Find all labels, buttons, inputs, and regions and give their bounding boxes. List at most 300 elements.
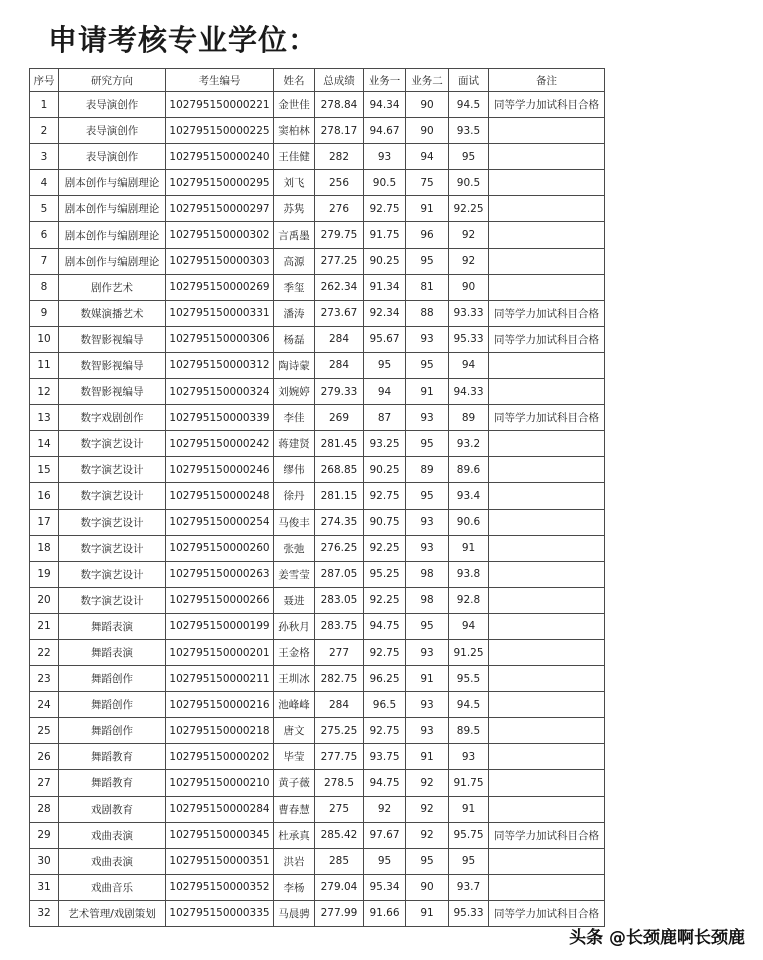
cell-remarks	[489, 483, 605, 509]
cell-remarks	[489, 666, 605, 692]
cell-remarks	[489, 587, 605, 613]
cell-index: 14	[30, 431, 59, 457]
cell-direction: 剧本创作与编剧理论	[59, 222, 166, 248]
cell-name: 窦柏林	[274, 118, 315, 144]
cell-direction: 数智影视编导	[59, 379, 166, 405]
cell-subject1: 95.67	[364, 326, 406, 352]
cell-total: 283.05	[315, 587, 364, 613]
cell-name: 李杨	[274, 874, 315, 900]
cell-subject1: 96.25	[364, 666, 406, 692]
cell-total: 278.5	[315, 770, 364, 796]
cell-subject2: 93	[406, 405, 449, 431]
cell-subject2: 91	[406, 196, 449, 222]
cell-exam-id: 102795150000254	[166, 509, 274, 535]
cell-subject1: 90.5	[364, 170, 406, 196]
cell-remarks	[489, 352, 605, 378]
cell-index: 16	[30, 483, 59, 509]
cell-total: 275.25	[315, 718, 364, 744]
cell-name: 缪伟	[274, 457, 315, 483]
cell-interview: 93	[449, 744, 489, 770]
cell-direction: 数智影视编导	[59, 326, 166, 352]
cell-interview: 91	[449, 796, 489, 822]
table-row	[30, 535, 605, 561]
cell-name: 陶诗蒙	[274, 352, 315, 378]
cell-total: 279.04	[315, 874, 364, 900]
cell-direction: 舞蹈教育	[59, 770, 166, 796]
cell-direction: 戏曲表演	[59, 848, 166, 874]
cell-interview: 91	[449, 535, 489, 561]
cell-name: 马俊丰	[274, 509, 315, 535]
table-row	[30, 274, 605, 300]
cell-remarks	[489, 613, 605, 639]
cell-subject1: 94.34	[364, 92, 406, 118]
cell-total: 287.05	[315, 561, 364, 587]
cell-interview: 94	[449, 352, 489, 378]
table-row	[30, 639, 605, 665]
cell-name: 张弛	[274, 535, 315, 561]
cell-index: 4	[30, 170, 59, 196]
cell-remarks: 同等学力加试科目合格	[489, 900, 605, 926]
cell-subject2: 95	[406, 352, 449, 378]
cell-subject2: 93	[406, 535, 449, 561]
cell-interview: 90.5	[449, 170, 489, 196]
cell-interview: 93.2	[449, 431, 489, 457]
cell-subject1: 92.75	[364, 196, 406, 222]
cell-exam-id: 102795150000246	[166, 457, 274, 483]
cell-exam-id: 102795150000297	[166, 196, 274, 222]
cell-subject2: 75	[406, 170, 449, 196]
cell-name: 池峰峰	[274, 692, 315, 718]
cell-index: 11	[30, 352, 59, 378]
cell-subject1: 97.67	[364, 822, 406, 848]
cell-interview: 95	[449, 144, 489, 170]
cell-subject1: 94	[364, 379, 406, 405]
cell-subject2: 90	[406, 92, 449, 118]
cell-index: 22	[30, 639, 59, 665]
cell-subject2: 95	[406, 431, 449, 457]
cell-direction: 数字演艺设计	[59, 457, 166, 483]
cell-exam-id: 102795150000260	[166, 535, 274, 561]
table-row	[30, 509, 605, 535]
cell-total: 285.42	[315, 822, 364, 848]
cell-subject2: 95	[406, 248, 449, 274]
cell-index: 5	[30, 196, 59, 222]
cell-name: 聂进	[274, 587, 315, 613]
cell-index: 24	[30, 692, 59, 718]
cell-interview: 94.5	[449, 692, 489, 718]
cell-total: 283.75	[315, 613, 364, 639]
cell-name: 洪岩	[274, 848, 315, 874]
cell-exam-id: 102795150000266	[166, 587, 274, 613]
cell-remarks	[489, 718, 605, 744]
table-row	[30, 300, 605, 326]
cell-total: 278.84	[315, 92, 364, 118]
cell-interview: 89	[449, 405, 489, 431]
cell-direction: 数字戏剧创作	[59, 405, 166, 431]
cell-index: 32	[30, 900, 59, 926]
table-row	[30, 222, 605, 248]
cell-subject1: 91.66	[364, 900, 406, 926]
cell-name: 毕莹	[274, 744, 315, 770]
cell-exam-id: 102795150000216	[166, 692, 274, 718]
cell-name: 孙秋月	[274, 613, 315, 639]
cell-interview: 89.5	[449, 718, 489, 744]
cell-name: 徐丹	[274, 483, 315, 509]
cell-subject1: 87	[364, 405, 406, 431]
cell-subject2: 92	[406, 822, 449, 848]
cell-subject2: 81	[406, 274, 449, 300]
table-row	[30, 613, 605, 639]
table-row	[30, 692, 605, 718]
cell-remarks	[489, 744, 605, 770]
cell-index: 21	[30, 613, 59, 639]
cell-remarks: 同等学力加试科目合格	[489, 405, 605, 431]
cell-name: 姜雪莹	[274, 561, 315, 587]
cell-total: 281.45	[315, 431, 364, 457]
cell-direction: 数字演艺设计	[59, 483, 166, 509]
cell-subject2: 93	[406, 639, 449, 665]
cell-subject1: 93.25	[364, 431, 406, 457]
table-row	[30, 457, 605, 483]
cell-exam-id: 102795150000240	[166, 144, 274, 170]
cell-total: 276.25	[315, 535, 364, 561]
cell-index: 10	[30, 326, 59, 352]
cell-total: 268.85	[315, 457, 364, 483]
cell-direction: 舞蹈创作	[59, 666, 166, 692]
table-row	[30, 848, 605, 874]
cell-subject2: 93	[406, 692, 449, 718]
cell-exam-id: 102795150000302	[166, 222, 274, 248]
cell-index: 26	[30, 744, 59, 770]
cell-index: 27	[30, 770, 59, 796]
watermark: 头条 @长颈鹿啊长颈鹿	[569, 928, 745, 948]
cell-direction: 数字演艺设计	[59, 535, 166, 561]
cell-subject1: 95.25	[364, 561, 406, 587]
cell-exam-id: 102795150000199	[166, 613, 274, 639]
cell-name: 马晨骋	[274, 900, 315, 926]
cell-name: 王金格	[274, 639, 315, 665]
cell-index: 28	[30, 796, 59, 822]
cell-subject1: 92.75	[364, 718, 406, 744]
cell-direction: 舞蹈教育	[59, 744, 166, 770]
cell-direction: 剧本创作与编剧理论	[59, 196, 166, 222]
cell-subject1: 94.75	[364, 770, 406, 796]
table-row	[30, 326, 605, 352]
cell-name: 杜承真	[274, 822, 315, 848]
cell-total: 282.75	[315, 666, 364, 692]
cell-exam-id: 102795150000331	[166, 300, 274, 326]
table-row	[30, 379, 605, 405]
cell-exam-id: 102795150000303	[166, 248, 274, 274]
cell-interview: 92.25	[449, 196, 489, 222]
cell-index: 23	[30, 666, 59, 692]
cell-subject1: 95	[364, 352, 406, 378]
cell-direction: 剧作艺术	[59, 274, 166, 300]
cell-subject1: 92.25	[364, 587, 406, 613]
cell-interview: 94	[449, 613, 489, 639]
cell-index: 30	[30, 848, 59, 874]
cell-subject2: 91	[406, 900, 449, 926]
cell-interview: 94.33	[449, 379, 489, 405]
cell-subject2: 95	[406, 613, 449, 639]
cell-subject1: 92.75	[364, 639, 406, 665]
cell-exam-id: 102795150000345	[166, 822, 274, 848]
col-header-subject2: 业务二	[406, 69, 449, 92]
cell-exam-id: 102795150000352	[166, 874, 274, 900]
cell-exam-id: 102795150000295	[166, 170, 274, 196]
cell-direction: 戏剧教育	[59, 796, 166, 822]
cell-index: 29	[30, 822, 59, 848]
cell-direction: 数媒演播艺术	[59, 300, 166, 326]
cell-total: 256	[315, 170, 364, 196]
cell-remarks	[489, 379, 605, 405]
cell-exam-id: 102795150000339	[166, 405, 274, 431]
cell-interview: 89.6	[449, 457, 489, 483]
cell-total: 275	[315, 796, 364, 822]
cell-direction: 舞蹈创作	[59, 718, 166, 744]
cell-subject2: 93	[406, 509, 449, 535]
cell-exam-id: 102795150000284	[166, 796, 274, 822]
cell-exam-id: 102795150000351	[166, 848, 274, 874]
cell-exam-id: 102795150000306	[166, 326, 274, 352]
table-row	[30, 92, 605, 118]
cell-name: 王圳冰	[274, 666, 315, 692]
cell-exam-id: 102795150000335	[166, 900, 274, 926]
cell-subject2: 95	[406, 483, 449, 509]
cell-interview: 90	[449, 274, 489, 300]
cell-direction: 舞蹈表演	[59, 639, 166, 665]
cell-exam-id: 102795150000202	[166, 744, 274, 770]
cell-exam-id: 102795150000324	[166, 379, 274, 405]
cell-subject2: 98	[406, 561, 449, 587]
col-header-interview: 面试	[449, 69, 489, 92]
cell-index: 18	[30, 535, 59, 561]
cell-interview: 93.4	[449, 483, 489, 509]
cell-total: 277.75	[315, 744, 364, 770]
cell-name: 唐文	[274, 718, 315, 744]
cell-exam-id: 102795150000221	[166, 92, 274, 118]
cell-index: 20	[30, 587, 59, 613]
cell-subject1: 94.67	[364, 118, 406, 144]
cell-subject2: 91	[406, 744, 449, 770]
cell-exam-id: 102795150000210	[166, 770, 274, 796]
cell-total: 273.67	[315, 300, 364, 326]
cell-total: 277.25	[315, 248, 364, 274]
cell-total: 285	[315, 848, 364, 874]
cell-subject2: 91	[406, 666, 449, 692]
cell-remarks	[489, 222, 605, 248]
cell-name: 王佳健	[274, 144, 315, 170]
table-row	[30, 718, 605, 744]
table-row	[30, 744, 605, 770]
table-row	[30, 561, 605, 587]
cell-interview: 92	[449, 248, 489, 274]
cell-interview: 92	[449, 222, 489, 248]
cell-total: 284	[315, 326, 364, 352]
cell-remarks	[489, 170, 605, 196]
cell-index: 6	[30, 222, 59, 248]
cell-index: 19	[30, 561, 59, 587]
cell-subject2: 90	[406, 118, 449, 144]
cell-index: 13	[30, 405, 59, 431]
table-row	[30, 196, 605, 222]
cell-index: 3	[30, 144, 59, 170]
col-header-subject1: 业务一	[364, 69, 406, 92]
cell-subject1: 93	[364, 144, 406, 170]
table-row	[30, 796, 605, 822]
cell-exam-id: 102795150000218	[166, 718, 274, 744]
cell-remarks	[489, 457, 605, 483]
cell-direction: 表导演创作	[59, 144, 166, 170]
cell-subject2: 90	[406, 874, 449, 900]
cell-remarks	[489, 796, 605, 822]
cell-name: 季玺	[274, 274, 315, 300]
table-row	[30, 587, 605, 613]
cell-remarks: 同等学力加试科目合格	[489, 92, 605, 118]
cell-direction: 舞蹈创作	[59, 692, 166, 718]
cell-interview: 92.8	[449, 587, 489, 613]
cell-exam-id: 102795150000269	[166, 274, 274, 300]
cell-total: 282	[315, 144, 364, 170]
cell-exam-id: 102795150000225	[166, 118, 274, 144]
col-header-direction: 研究方向	[59, 69, 166, 92]
cell-total: 277	[315, 639, 364, 665]
cell-name: 金世佳	[274, 92, 315, 118]
cell-total: 274.35	[315, 509, 364, 535]
cell-subject1: 95.34	[364, 874, 406, 900]
cell-interview: 95.33	[449, 326, 489, 352]
cell-remarks	[489, 248, 605, 274]
cell-index: 25	[30, 718, 59, 744]
col-header-remarks: 备注	[489, 69, 605, 92]
cell-remarks: 同等学力加试科目合格	[489, 822, 605, 848]
cell-total: 279.33	[315, 379, 364, 405]
table-row	[30, 248, 605, 274]
cell-name: 高源	[274, 248, 315, 274]
cell-remarks	[489, 118, 605, 144]
cell-interview: 95.75	[449, 822, 489, 848]
cell-remarks	[489, 561, 605, 587]
cell-remarks	[489, 874, 605, 900]
cell-subject2: 89	[406, 457, 449, 483]
cell-remarks	[489, 274, 605, 300]
cell-subject2: 96	[406, 222, 449, 248]
cell-exam-id: 102795150000242	[166, 431, 274, 457]
cell-direction: 戏曲表演	[59, 822, 166, 848]
table-row	[30, 118, 605, 144]
cell-index: 12	[30, 379, 59, 405]
cell-total: 281.15	[315, 483, 364, 509]
table-row	[30, 874, 605, 900]
cell-exam-id: 102795150000263	[166, 561, 274, 587]
col-header-name: 姓名	[274, 69, 315, 92]
cell-name: 言禹墨	[274, 222, 315, 248]
cell-name: 曹春慧	[274, 796, 315, 822]
cell-direction: 剧本创作与编剧理论	[59, 248, 166, 274]
cell-remarks	[489, 431, 605, 457]
cell-remarks	[489, 144, 605, 170]
cell-interview: 93.7	[449, 874, 489, 900]
cell-direction: 剧本创作与编剧理论	[59, 170, 166, 196]
table-row	[30, 405, 605, 431]
cell-remarks	[489, 639, 605, 665]
cell-remarks	[489, 535, 605, 561]
cell-direction: 艺术管理/戏剧策划	[59, 900, 166, 926]
cell-subject2: 95	[406, 848, 449, 874]
cell-name: 杨磊	[274, 326, 315, 352]
table-header-row	[30, 69, 605, 92]
cell-subject1: 92.75	[364, 483, 406, 509]
cell-remarks	[489, 692, 605, 718]
cell-direction: 数字演艺设计	[59, 561, 166, 587]
cell-name: 苏隽	[274, 196, 315, 222]
table-row	[30, 431, 605, 457]
cell-subject1: 90.25	[364, 248, 406, 274]
cell-remarks	[489, 848, 605, 874]
cell-subject1: 93.75	[364, 744, 406, 770]
cell-name: 黄子薇	[274, 770, 315, 796]
cell-subject2: 88	[406, 300, 449, 326]
cell-direction: 戏曲音乐	[59, 874, 166, 900]
col-header-index: 序号	[30, 69, 59, 92]
cell-remarks	[489, 509, 605, 535]
cell-exam-id: 102795150000248	[166, 483, 274, 509]
page-title: 申请考核专业学位：	[48, 23, 319, 57]
cell-total: 284	[315, 692, 364, 718]
cell-index: 1	[30, 92, 59, 118]
cell-direction: 数字演艺设计	[59, 587, 166, 613]
cell-subject1: 94.75	[364, 613, 406, 639]
cell-subject1: 90.75	[364, 509, 406, 535]
cell-interview: 95.5	[449, 666, 489, 692]
cell-direction: 数智影视编导	[59, 352, 166, 378]
cell-exam-id: 102795150000312	[166, 352, 274, 378]
cell-total: 284	[315, 352, 364, 378]
cell-subject2: 93	[406, 326, 449, 352]
cell-subject2: 98	[406, 587, 449, 613]
cell-index: 8	[30, 274, 59, 300]
cell-total: 269	[315, 405, 364, 431]
cell-subject1: 92	[364, 796, 406, 822]
cell-index: 9	[30, 300, 59, 326]
cell-interview: 95	[449, 848, 489, 874]
cell-subject2: 92	[406, 796, 449, 822]
cell-interview: 93.5	[449, 118, 489, 144]
cell-subject1: 92.34	[364, 300, 406, 326]
cell-remarks	[489, 770, 605, 796]
cell-interview: 95.33	[449, 900, 489, 926]
cell-total: 262.34	[315, 274, 364, 300]
cell-remarks	[489, 196, 605, 222]
cell-subject2: 91	[406, 379, 449, 405]
table-row	[30, 822, 605, 848]
table-row	[30, 770, 605, 796]
cell-interview: 91.75	[449, 770, 489, 796]
cell-direction: 数字演艺设计	[59, 431, 166, 457]
cell-index: 17	[30, 509, 59, 535]
cell-direction: 数字演艺设计	[59, 509, 166, 535]
admission-table	[29, 68, 605, 927]
cell-index: 15	[30, 457, 59, 483]
cell-total: 276	[315, 196, 364, 222]
cell-interview: 93.33	[449, 300, 489, 326]
cell-subject1: 96.5	[364, 692, 406, 718]
cell-name: 潘涛	[274, 300, 315, 326]
col-header-total: 总成绩	[315, 69, 364, 92]
cell-index: 2	[30, 118, 59, 144]
cell-index: 31	[30, 874, 59, 900]
cell-interview: 94.5	[449, 92, 489, 118]
